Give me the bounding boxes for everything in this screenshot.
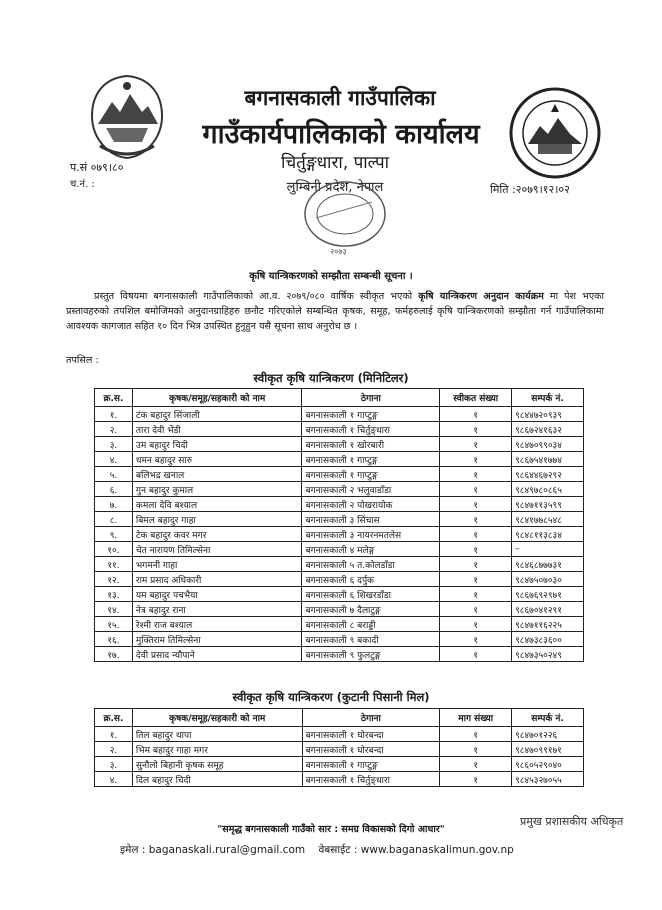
table-cell: बगनासकाली १ खोरबारी [302, 437, 440, 452]
table-cell: १ [440, 437, 512, 452]
table-cell: बगनासकाली १ गाप्टुङ्ग [302, 467, 440, 482]
table-cell: ८. [95, 512, 133, 527]
minitiller-table [94, 388, 584, 662]
footer-contact [120, 843, 514, 857]
table-row [95, 587, 584, 602]
table-cell: बगनासकाली २ भलुवाडाँडा [302, 482, 440, 497]
table-cell: १ [440, 572, 512, 587]
table-cell: ९८४७०९९१७१ [512, 742, 584, 757]
stamp-year: २०७३ [330, 247, 347, 256]
table-cell: १ [440, 422, 512, 437]
table-cell: भिम बहादुर गाहा मगर [132, 742, 302, 757]
table-cell: ९८४७३५०२४९ [512, 647, 584, 662]
table-cell: १ [440, 742, 512, 757]
details-label: तपसिल : [66, 355, 99, 366]
table-cell: बगनासकाली ९ बकादी [302, 632, 440, 647]
office-name: गाउँकार्यपालिकाको कार्यालय [202, 119, 480, 150]
table-cell: ९८६७५४१७७४ [512, 452, 584, 467]
table-cell: बगनासकाली ८ बराड्डी [302, 617, 440, 632]
table-cell: ९८४५३२७०५५ [512, 772, 584, 787]
table-cell: ३. [95, 757, 133, 772]
table-cell: ९८४७११३५९९ [512, 497, 584, 512]
table-cell: १ [440, 727, 512, 742]
table-cell: १२. [95, 572, 133, 587]
table-row [95, 647, 584, 662]
table-row [95, 602, 584, 617]
column-header: कृषक/समूह/सहकारी को नाम [132, 709, 302, 727]
table-cell: ९८४७११६२२५ [512, 617, 584, 632]
table-cell: ९८४६८७७७३१ [512, 557, 584, 572]
table-cell: दिल बहादुर चिदी [132, 772, 302, 787]
notice-body: प्रस्तुत विषयमा बगनासकाली गाउँपालिकाको आ.व. २०७९/०८० वार्षिक स्वीकृत भएको कृषि यान्त्रिकरण अनुदान कार्यक्रम मा पेश भएका प्रस्तावहरुको तपशिल बमोजिमको अनुदानग्राहिहरु छनौट गरिएकोले सम्बन्धित कृषक, समूह, फर्महरुलाई कृषि यान्त्रिकरणको सम्झौता गर्न गाउँपालिकामा आवश्यक कागजात सहित १० दिन भित्र उपस्थित हुनुहुन यसै सूचना साथ अनुरोध छ । [66, 291, 604, 332]
table-cell: बगनासकाली ६ दर्पुक [302, 572, 440, 587]
table-row [95, 757, 584, 772]
mill-table [94, 708, 584, 787]
table-cell: १. [95, 727, 133, 742]
table-cell: सुनौलो बिहानी कृषक समूह [132, 757, 302, 772]
notice-date: मिति :२०७९।१२।०२ [490, 183, 570, 196]
table-row [95, 482, 584, 497]
reference-number: प.सं ०७९।८० [70, 161, 124, 174]
office-location: चिर्तुङ्गधारा, पाल्पा [280, 153, 390, 173]
column-header: क्र.स. [95, 709, 133, 727]
table-cell: बगनासकाली ४ मलेङ्ग [302, 542, 440, 557]
table-cell: बगनासकाली १ घोरबन्दा [302, 742, 440, 757]
table-cell: ९८४७०९९०३४ [512, 437, 584, 452]
table-cell: रेश्मी राज बश्याल [132, 617, 302, 632]
table-cell: ७. [95, 497, 133, 512]
table-cell: ९८६७२४१६३२ [512, 422, 584, 437]
table-cell: गुन बहादुर कुमाल [132, 482, 302, 497]
table-cell: बगनासकाली ९ फुलटुङ्ग [302, 647, 440, 662]
table-cell: – [512, 542, 584, 557]
table-cell: १०. [95, 542, 133, 557]
table1-title: स्वीकृत कृषि यान्त्रिकरण (मिनिटिलर) [253, 371, 409, 385]
table-cell: बगनासकाली २ पोखरायोक [302, 497, 440, 512]
table-row [95, 512, 584, 527]
table-cell: बगनासकाली १ गाप्टुङ्ग [302, 452, 440, 467]
table-cell: बलिभद्र खनाल [132, 467, 302, 482]
table-cell: बगनासकाली १ घोरबन्दा [302, 727, 440, 742]
table-cell: १ [440, 602, 512, 617]
table-cell: १ [440, 467, 512, 482]
footer-website[interactable]: वेबसाईट : www.baganaskalimun.gov.np [318, 844, 514, 856]
table-cell: यम बहादुर पचभैया [132, 587, 302, 602]
table-cell: १ [440, 512, 512, 527]
table-cell: बिमल बहादुर गाहा [132, 512, 302, 527]
table-cell: १ [440, 587, 512, 602]
municipality-name: बगनासकाली गाउँपालिका [244, 86, 436, 110]
table-cell: बगनासकाली ५ त.कोलडाँडा [302, 557, 440, 572]
table-row [95, 727, 584, 742]
table-cell: १ [440, 772, 512, 787]
table-cell: १ [440, 557, 512, 572]
table-row [95, 557, 584, 572]
table-cell: १ [440, 527, 512, 542]
nepal-emblem-logo [84, 72, 170, 162]
table-cell: देवी प्रसाद न्यौपाने [132, 647, 302, 662]
table-row [95, 452, 584, 467]
table-row [95, 772, 584, 787]
notice-subject: कृषि यान्त्रिकरणको सम्झौता सम्बन्धी सूचना । [249, 271, 413, 282]
table-cell: धमन बहादुर सारु [132, 452, 302, 467]
table-cell: तिल बहादुर थापा [132, 727, 302, 742]
table-cell: ११. [95, 557, 133, 572]
table-cell: ४. [95, 452, 133, 467]
table2-title: स्वीकृत कृषि यान्त्रिकरण (कुटानी पिसानी मिल) [232, 690, 430, 704]
table-cell: ९८४७५०७०३० [512, 572, 584, 587]
table-cell: १७. [95, 647, 133, 662]
table-cell: १. [95, 407, 133, 422]
table-cell: १ [440, 647, 512, 662]
table-cell: मुक्तिराम तिमिल्सेना [132, 632, 302, 647]
table-cell: ९८४४७२०९३९ [512, 407, 584, 422]
column-header: ठेगाना [302, 389, 440, 407]
table-cell: बगनासकाली १ चिर्तुङ्धारा [302, 772, 440, 787]
table-cell: टेक बहादुर कवर मगर [132, 527, 302, 542]
table-cell: उम बहादुर चिदी [132, 437, 302, 452]
table-row [95, 632, 584, 647]
table-cell: ९८४७०१२२६ [512, 727, 584, 742]
table-cell: बगनासकाली ३ सिंचास [302, 512, 440, 527]
table-cell: ९८४१७७८५४८ [512, 512, 584, 527]
table-cell: ९. [95, 527, 133, 542]
table-cell: ६. [95, 482, 133, 497]
table-cell: तारा देवी भेंडी [132, 422, 302, 437]
officer-signature: प्रमुख प्रशासकीय अधिकृत [520, 815, 624, 828]
table-cell: ९८४८११३८३४ [512, 527, 584, 542]
table-row [95, 617, 584, 632]
table-cell: बगनासकाली ७ दैलाटुङ्ग [302, 602, 440, 617]
table-cell: १ [440, 617, 512, 632]
table-row [95, 497, 584, 512]
table-cell: १ [440, 542, 512, 557]
table-cell: बगनासकाली १ गाप्टुङ्ग [302, 757, 440, 772]
column-header: माग संख्या [440, 709, 512, 727]
table-row [95, 572, 584, 587]
table-row [95, 407, 584, 422]
table-cell: टंक बहादुर सिंजाली [132, 407, 302, 422]
table-row [95, 742, 584, 757]
footer-motto: "समृद्ध बगनासकाली गाउँको सार : समग्र विकासको दिगो आधार" [217, 824, 445, 835]
dispatch-number: च.नं. : [70, 179, 95, 190]
table-cell: १३. [95, 587, 133, 602]
table-cell: १४. [95, 602, 133, 617]
table-cell: २. [95, 742, 133, 757]
table-cell: ९८६४४६७२९२ [512, 467, 584, 482]
table-cell: १ [440, 407, 512, 422]
table-cell: बगनासकाली ३ नायरनमतलेस [302, 527, 440, 542]
table-cell: ९८४९७८०८६५ [512, 482, 584, 497]
table-cell: नेत्र बहादुर राना [132, 602, 302, 617]
table-cell: कमला देवि बश्याल [132, 497, 302, 512]
column-header: सम्पर्क नं. [512, 709, 584, 727]
table-cell: बगनासकाली १ चिर्तुङ्धारा [302, 422, 440, 437]
table-row [95, 467, 584, 482]
table-row [95, 437, 584, 452]
table-cell: १ [440, 757, 512, 772]
table-cell: ४. [95, 772, 133, 787]
table-cell: ९८६७०४१२९१ [512, 602, 584, 617]
table-row [95, 422, 584, 437]
table-cell: ९८४७३८३६०० [512, 632, 584, 647]
footer-email[interactable]: इमेल : baganaskali.rural@gmail.com [120, 844, 306, 856]
table-cell: बगनासकाली ६ शिखरडाँडा [302, 587, 440, 602]
table-header-row [95, 389, 584, 407]
province-name: लुम्बिनी प्रदेश, नेपाल [286, 180, 384, 195]
municipality-seal-logo [508, 86, 602, 180]
column-header: स्वीकत संख्या [440, 389, 512, 407]
table-cell: भगमनी गाहा [132, 557, 302, 572]
table-cell: १६. [95, 632, 133, 647]
table-cell: १ [440, 632, 512, 647]
column-header: क्र.स. [95, 389, 133, 407]
column-header: कृषक/समूह/सहकारी को नाम [132, 389, 302, 407]
table-header-row [95, 709, 584, 727]
table-cell: १ [440, 482, 512, 497]
table-cell: ९८६७६९२९७१ [512, 587, 584, 602]
table-row [95, 527, 584, 542]
table-cell: १ [440, 452, 512, 467]
table-cell: राम प्रसाद अधिकारी [132, 572, 302, 587]
table-cell: १५. [95, 617, 133, 632]
table-cell: ५. [95, 467, 133, 482]
table-cell: २. [95, 422, 133, 437]
table-cell: ९८६०५२९०४० [512, 757, 584, 772]
table-cell: चेत नारायण तिमिल्सेना [132, 542, 302, 557]
office-stamp-seal [302, 178, 388, 250]
table-cell: ३. [95, 437, 133, 452]
table-cell: १ [440, 497, 512, 512]
table-cell: बगनासकाली १ गाप्टुङ्ग [302, 407, 440, 422]
column-header: ठेगाना [302, 709, 440, 727]
table-row [95, 542, 584, 557]
column-header: सम्पर्क नं. [512, 389, 584, 407]
